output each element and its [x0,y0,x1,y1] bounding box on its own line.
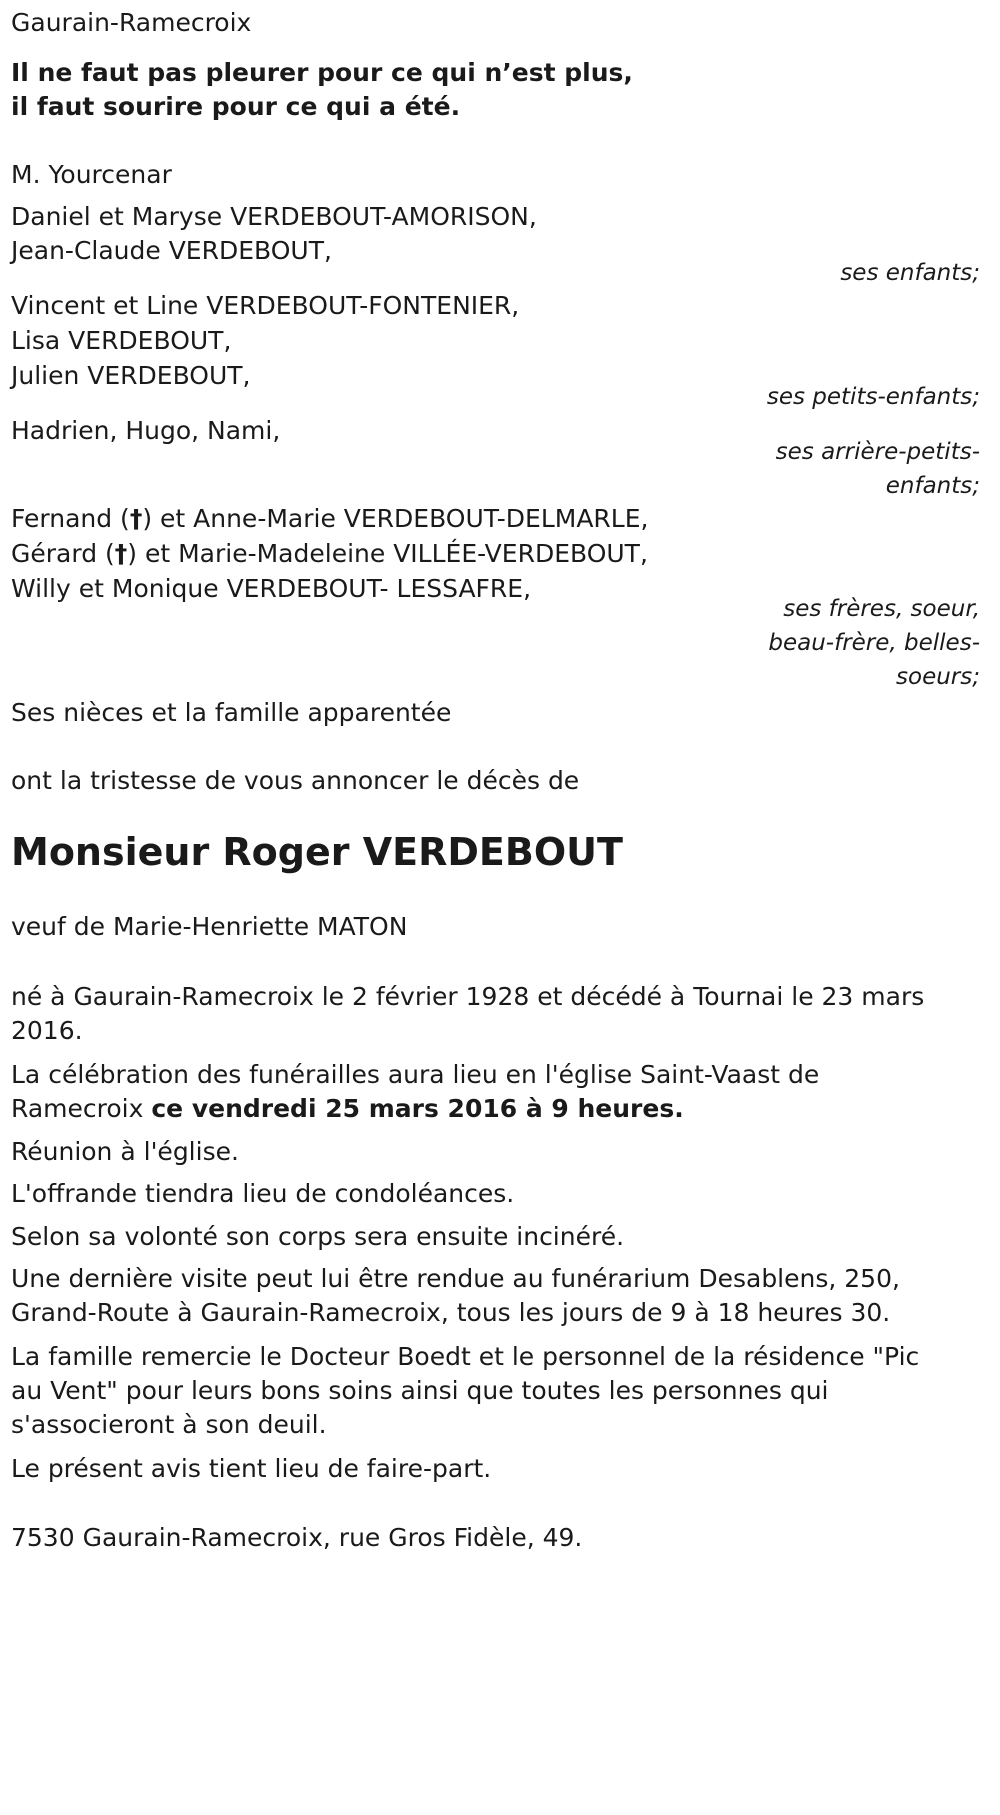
funeral-line-2 [11,1094,684,1124]
family-first: M. Yourcenar [11,160,172,189]
siblings-line-3: Willy et Monique VERDEBOUT- LESSAFRE, [11,574,532,603]
children-relation: ses enfants; [840,260,980,286]
family-others: Ses nièces et la famille apparentée [11,698,452,727]
thanks-line-1: La famille remercie le Docteur Boedt et le personnel de la résidence "Pic [11,1342,920,1371]
siblings-line-2-end: ) et Marie-Madeleine VILLÉE-VERDEBOUT, [127,539,648,568]
siblings-line-2 [11,539,648,569]
funeral-line-1: La célébration des funérailles aura lieu en l'église Saint-Vaast de [11,1060,820,1089]
siblings-relation-3: soeurs; [896,664,980,690]
grandchildren-name-2: Lisa VERDEBOUT, [11,326,232,355]
deceased-name: Monsieur Roger VERDEBOUT [11,830,623,874]
thanks-line-3: s'associeront à son deuil. [11,1410,327,1439]
address-line: 7530 Gaurain-Ramecroix, rue Gros Fidèle, 49. [11,1523,583,1552]
visit-line-2: Grand-Route à Gaurain-Ramecroix, tous les jours de 9 à 18 heures 30. [11,1298,891,1327]
siblings-line-2-start: Gérard ( [11,539,115,568]
siblings-line-1-end: ) et Anne-Marie VERDEBOUT-DELMARLE, [142,504,649,533]
announcement: ont la tristesse de vous annoncer le décès de [11,766,580,795]
funeral-date: ce vendredi 25 mars 2016 à 9 heures. [151,1094,684,1123]
widower-line: veuf de Marie-Henriette MATON [11,912,408,941]
siblings-line-1-start: Fernand ( [11,504,130,533]
grandchildren-name-1: Vincent et Line VERDEBOUT-FONTENIER, [11,291,520,320]
grandchildren-relation: ses petits-enfants; [766,384,980,410]
siblings-line-1 [11,504,648,534]
notice-line: Le présent avis tient lieu de faire-part. [11,1454,492,1483]
meeting-line: Réunion à l'église. [11,1137,239,1166]
thanks-line-2: au Vent" pour leurs bons soins ainsi que toutes les personnes qui [11,1376,829,1405]
great-grandchildren-names: Hadrien, Hugo, Nami, [11,416,281,445]
quote-line-1: Il ne faut pas pleurer pour ce qui n’est plus, [11,58,633,87]
cross-icon: † [114,539,128,568]
siblings-relation-2: beau-frère, belles- [768,630,980,656]
great-grandchildren-relation-2: enfants; [885,473,980,499]
quote-line-2: il faut sourire pour ce qui a été. [11,92,461,121]
cross-icon: † [129,504,143,533]
visit-line-1: Une dernière visite peut lui être rendue au funérarium Desablens, 250, [11,1264,900,1293]
grandchildren-name-3: Julien VERDEBOUT, [11,361,251,390]
siblings-relation-1: ses frères, soeur, [783,596,980,622]
great-grandchildren-relation-1: ses arrière-petits- [775,439,980,465]
birth-death-line-2: 2016. [11,1016,83,1045]
cremation-line: Selon sa volonté son corps sera ensuite incinéré. [11,1222,625,1251]
birth-death-line-1: né à Gaurain-Ramecroix le 2 février 1928 et décédé à Tournai le 23 mars [11,982,925,1011]
offering-line: L'offrande tiendra lieu de condoléances. [11,1179,515,1208]
funeral-place: Ramecroix [11,1094,152,1123]
town-heading: Gaurain-Ramecroix [11,8,252,37]
children-name-1: Daniel et Maryse VERDEBOUT-AMORISON, [11,202,537,231]
children-name-2: Jean-Claude VERDEBOUT, [11,236,332,265]
